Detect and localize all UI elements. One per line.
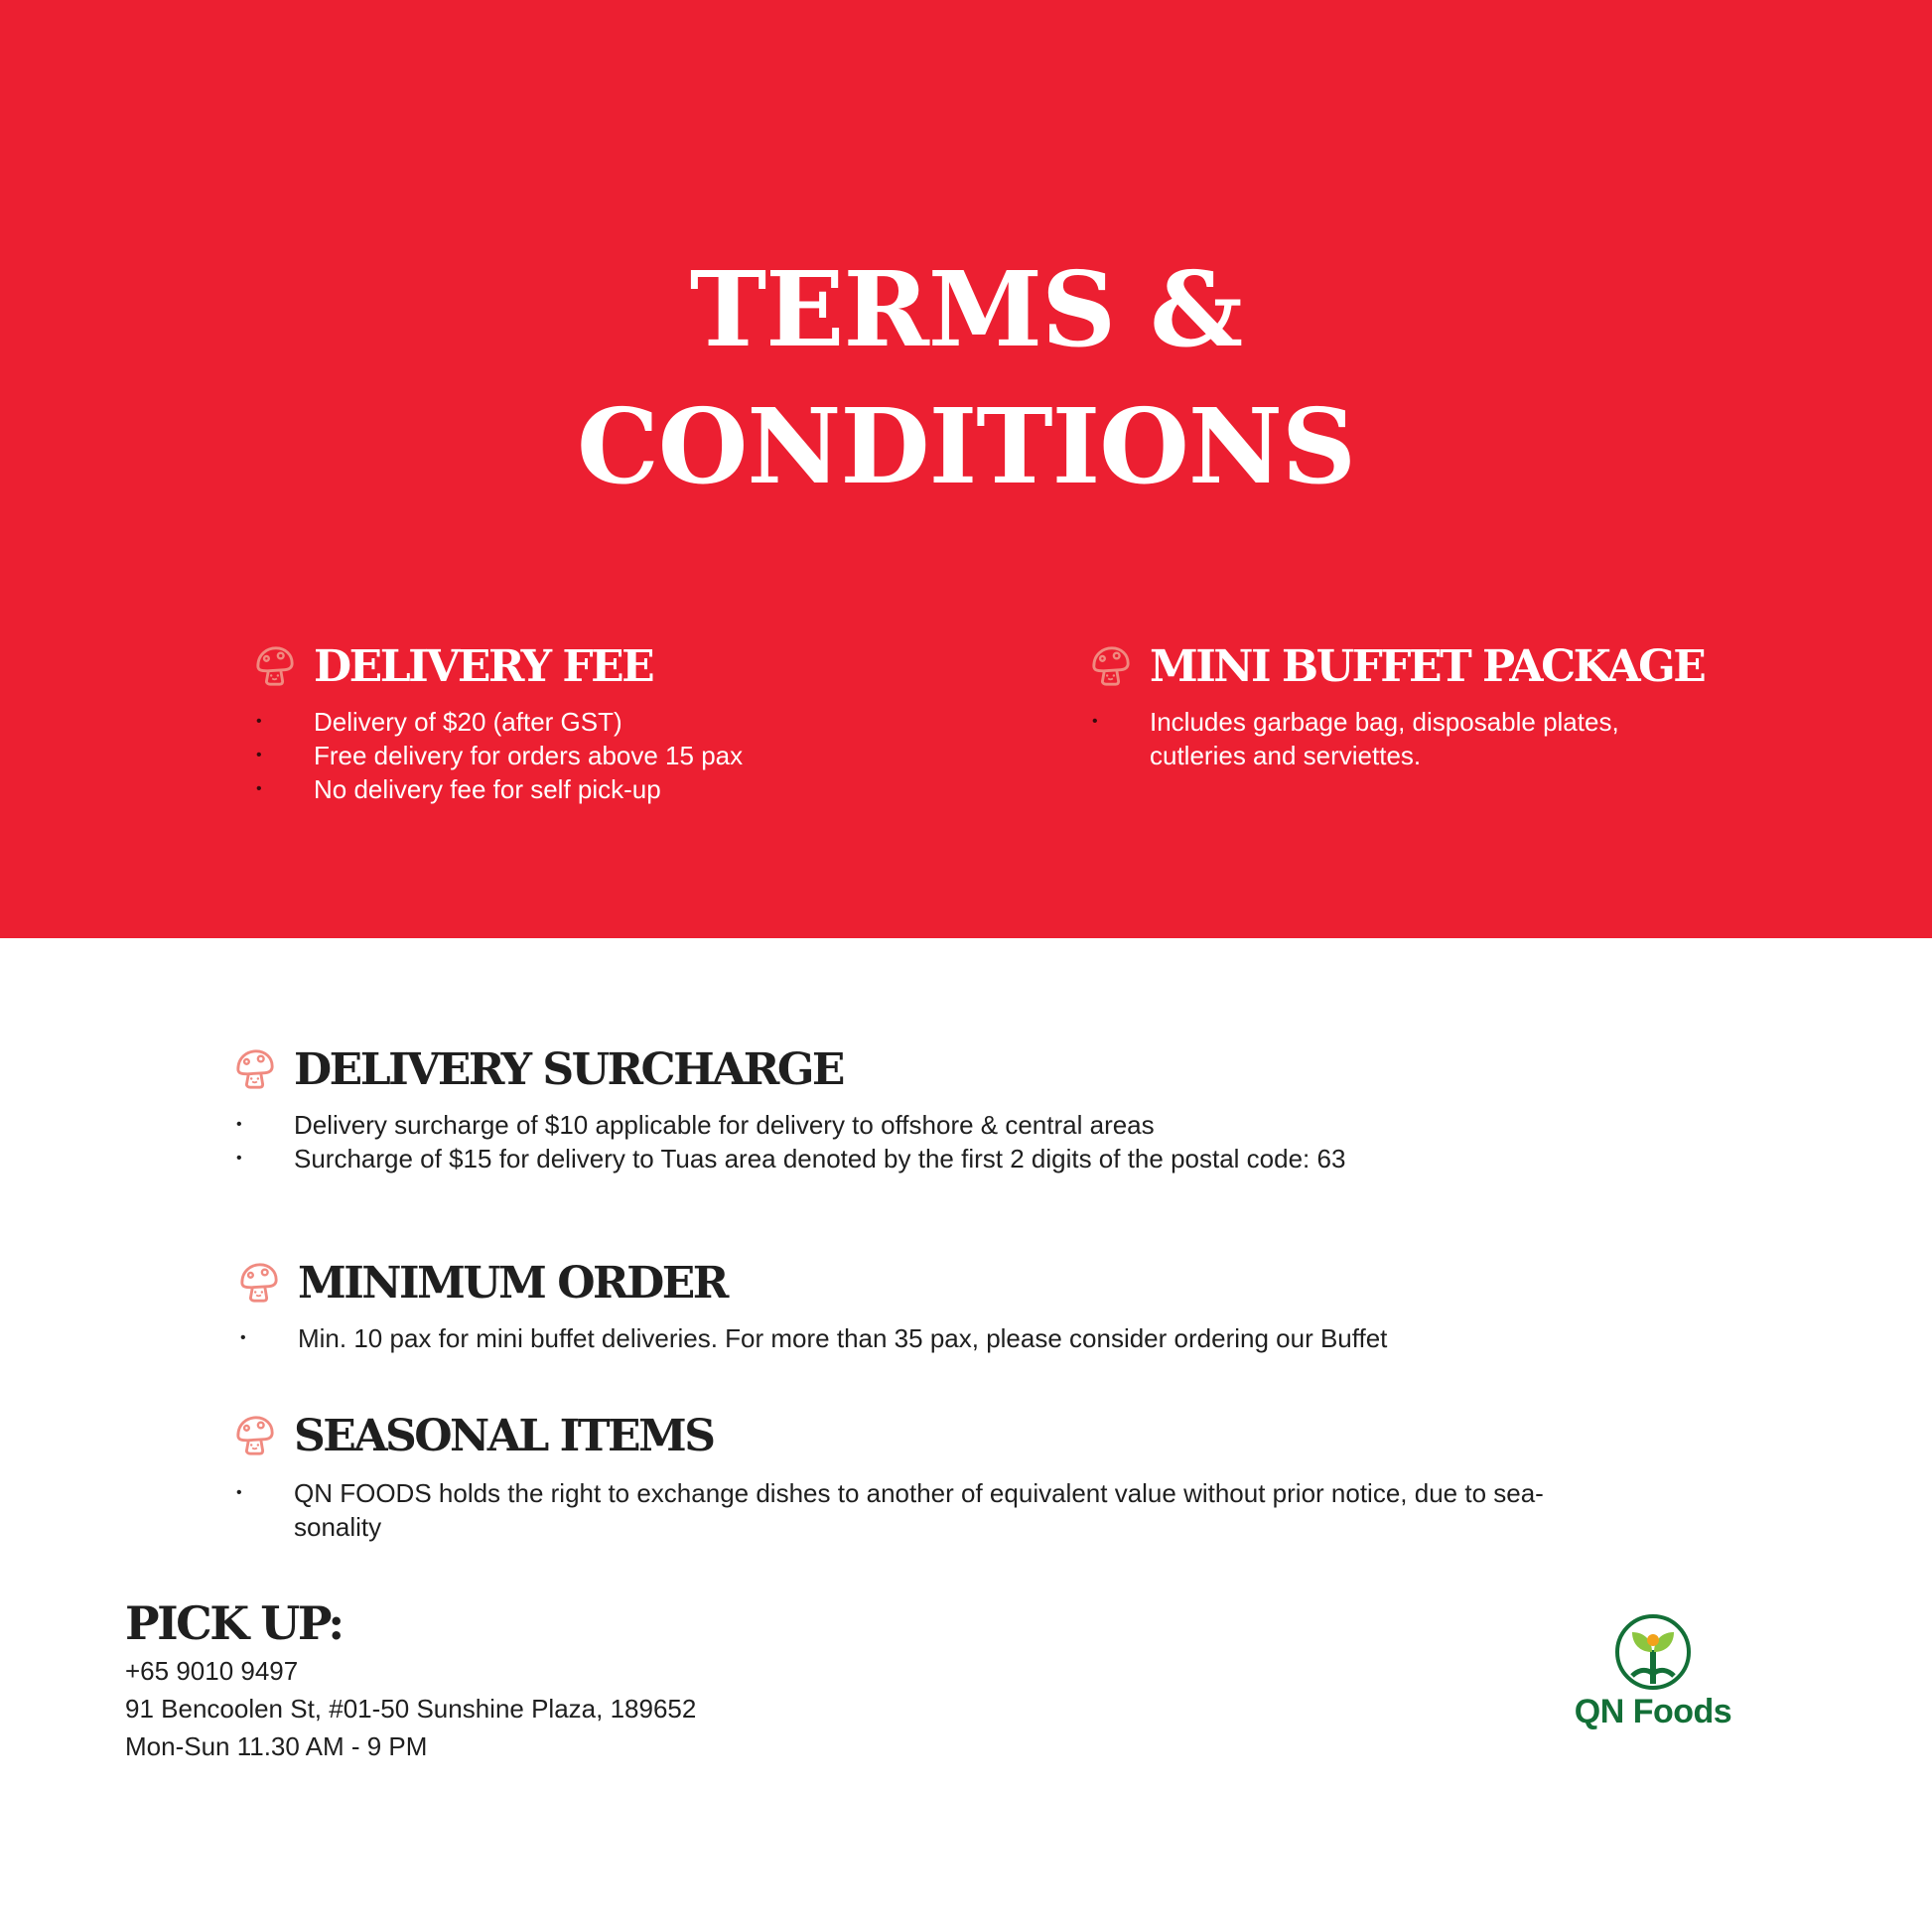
list-item-continuation: sonality bbox=[294, 1512, 382, 1542]
section-delivery-fee bbox=[254, 639, 890, 806]
section-title: DELIVERY FEE bbox=[314, 641, 653, 692]
list-item: • Delivery surcharge of $10 applicable for delivery to offshore & central areas bbox=[236, 1110, 1155, 1140]
mushroom-icon bbox=[234, 1415, 276, 1456]
section-delivery-surcharge bbox=[234, 1042, 1624, 1175]
pickup-phone: +65 9010 9497 bbox=[125, 1656, 299, 1686]
section-title: SEASONAL ITEMS bbox=[294, 1411, 714, 1461]
mushroom-icon bbox=[238, 1262, 280, 1304]
page-title-line2: CONDITIONS bbox=[576, 385, 1356, 507]
bullet: • bbox=[236, 1150, 242, 1167]
pickup-info bbox=[125, 1594, 696, 1765]
list-item: • QN FOODS holds the right to exchange dishes to another of equivalent value without prior notice, due to sea- bbox=[236, 1478, 1544, 1508]
sprout-logo-icon bbox=[1610, 1614, 1696, 1694]
bullet: • bbox=[256, 713, 262, 730]
list-item: • Includes garbage bag, disposable plates, cutleries and serviettes. bbox=[1092, 707, 1619, 770]
pickup-hours: Mon-Sun 11.30 AM - 9 PM bbox=[125, 1731, 428, 1761]
list-item: • Surcharge of $15 for delivery to Tuas area denoted by the first 2 digits of the postal code: 63 bbox=[236, 1144, 1346, 1173]
bullet: • bbox=[256, 780, 262, 797]
bullet: • bbox=[236, 1484, 242, 1501]
bullet: • bbox=[236, 1116, 242, 1133]
mushroom-icon bbox=[1090, 645, 1132, 687]
brand-logo bbox=[1563, 1614, 1743, 1733]
list-item: • No delivery fee for self pick-up bbox=[256, 774, 661, 804]
logo-text: QN Foods bbox=[1574, 1693, 1732, 1730]
pickup-title: PICK UP: bbox=[125, 1596, 343, 1650]
section-title: MINI BUFFET PACKAGE bbox=[1150, 641, 1705, 692]
section-mini-buffet bbox=[1090, 639, 1705, 772]
bullet: • bbox=[240, 1329, 246, 1346]
bullet: • bbox=[1092, 713, 1098, 730]
section-seasonal-items bbox=[234, 1409, 1644, 1544]
section-minimum-order bbox=[238, 1256, 1628, 1355]
section-title: DELIVERY SURCHARGE bbox=[294, 1044, 843, 1095]
section-title: MINIMUM ORDER bbox=[298, 1258, 727, 1309]
mushroom-icon bbox=[254, 645, 296, 687]
bullet: • bbox=[256, 747, 262, 763]
list-item: • Free delivery for orders above 15 pax bbox=[256, 741, 744, 770]
list-item: • Delivery of $20 (after GST) bbox=[256, 707, 622, 737]
pickup-address: 91 Bencoolen St, #01-50 Sunshine Plaza, 189652 bbox=[125, 1694, 697, 1724]
mushroom-icon bbox=[234, 1048, 276, 1090]
list-item: • Min. 10 pax for mini buffet deliveries. For more than 35 pax, please consider ordering our Buffet bbox=[240, 1323, 1388, 1353]
page-title-line1: TERMS & bbox=[689, 248, 1243, 370]
